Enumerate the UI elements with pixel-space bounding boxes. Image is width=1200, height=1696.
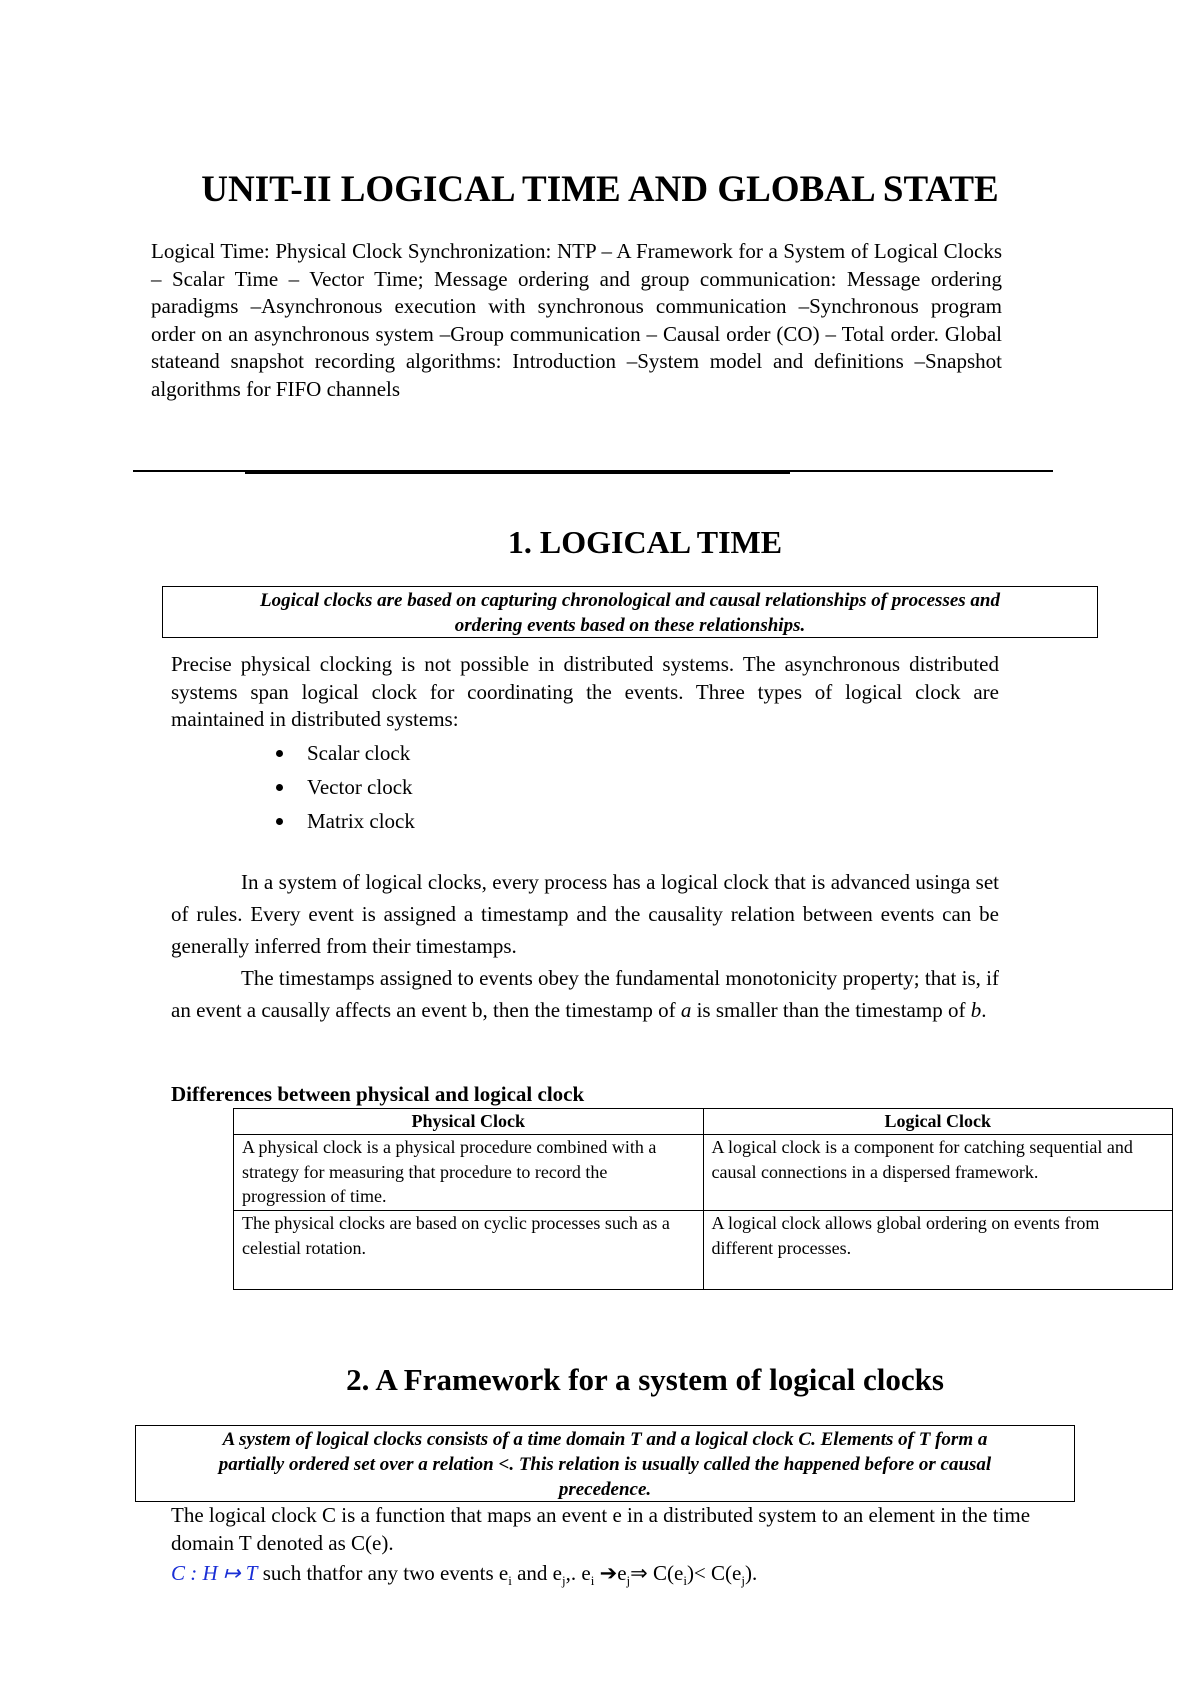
arrow-icon: ➔ [594, 1561, 618, 1585]
column-header-logical: Logical Clock [703, 1109, 1173, 1135]
section-heading-framework: 2. A Framework for a system of logical clocks [346, 1362, 944, 1397]
paragraph-logical-clock-function: The logical clock C is a function that maps an event e in a distributed system to an element in the time domain T denoted as C(e). [171, 1503, 1031, 1555]
definition-line: precedence. [558, 1479, 652, 1500]
table-row [234, 1211, 1173, 1290]
table-cell: The physical clocks are based on cyclic processes such as a celestial rotation. [234, 1211, 704, 1290]
list-item: Matrix clock [272, 804, 415, 838]
bullet-icon [276, 750, 283, 757]
unit-syllabus-intro: Logical Time: Physical Clock Synchronization: NTP – A Framework for a System of Logical Clocks – Scalar Time – Vector Time; Message ordering and group communication: Message ordering paradigms –Asynchronous execution with synchronous communication –Synchronous program order on an asynchronous system –Group communication – Causal order (CO) – Total order. Global stateand snapshot recording algorithms: Introduction –System model and definitions –Snapshot algorithms for FIFO channels [151, 239, 1002, 401]
table-cell: A logical clock allows global ordering on events from different processes. [703, 1211, 1173, 1290]
clock-differences-table [233, 1108, 1173, 1290]
paragraph-physical-clocking: Precise physical clocking is not possible in distributed systems. The asynchronous distributed systems span logical clock for coordinating the events. Three types of logical clock are maintained in distributed systems: [171, 652, 999, 731]
table-header-row [234, 1109, 1173, 1135]
clock-condition-formula: C : H ↦ T such thatfor any two events $e_i$ and $e_j$,. $e_i$ $➔e_j\Rightarrow$ $C(e_i)< C(e_j)$. [171, 1561, 758, 1589]
section-heading-logical-time: 1. LOGICAL TIME [507, 524, 783, 560]
definition-line: partially ordered set over a relation <. This relation is usually called the happened before or causal [218, 1454, 992, 1475]
paragraph-logical-clock-system: In a system of logical clocks, every process has a logical clock that is advanced usinga set of rules. Every event is assigned a timestamp and the causality relation between events can be generally inferred from their timestamps. [171, 870, 999, 958]
clock-types-list [272, 736, 415, 838]
list-item: Vector clock [272, 770, 415, 804]
definition-line: A system of logical clocks consists of a time domain T and a logical clock C. Elements of T form a [222, 1429, 988, 1450]
definition-line: ordering events based on these relationships. [454, 615, 806, 636]
bullet-icon [276, 784, 283, 791]
table-cell: A physical clock is a physical procedure combined with a strategy for measuring that procedure to record the progression of time. [234, 1135, 704, 1211]
paragraph-monotonicity: The timestamps assigned to events obey the fundamental monotonicity property; that is, if an event a causally affects an event b, then the timestamp of a is smaller than the timestamp of b. [171, 966, 999, 1022]
section-divider-overlay [245, 472, 790, 474]
bullet-icon [276, 818, 283, 825]
table-cell: A logical clock is a component for catching sequential and causal connections in a dispersed framework. [703, 1135, 1173, 1211]
column-header-physical: Physical Clock [234, 1109, 704, 1135]
definition-line: Logical clocks are based on capturing chronological and causal relationships of processes and [260, 590, 1000, 611]
table-caption: Differences between physical and logical clock [171, 1082, 585, 1106]
formula-mapping: C : H ↦ T [171, 1561, 258, 1585]
list-item: Scalar clock [272, 736, 415, 770]
logical-clock-paragraphs [171, 866, 999, 1026]
table-row [234, 1135, 1173, 1211]
definition-box-logical-clocks [162, 586, 1098, 638]
page-title: UNIT-II LOGICAL TIME AND GLOBAL STATE [201, 169, 999, 210]
definition-box-system-of-logical-clocks [135, 1425, 1075, 1502]
